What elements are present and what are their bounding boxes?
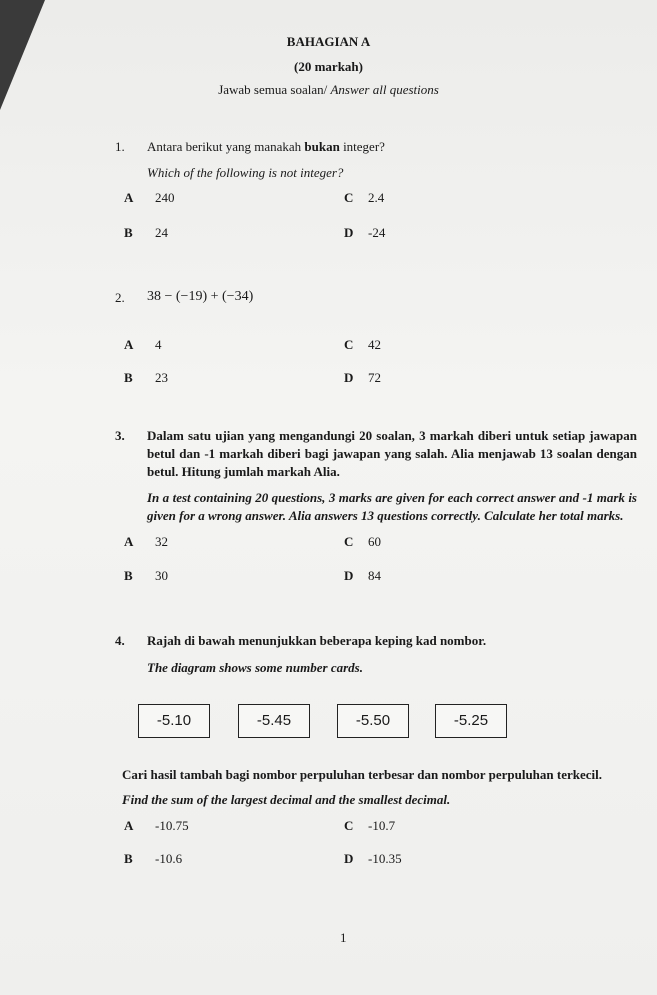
q3-text-en: In a test containing 20 questions, 3 marks are given for each correct answer and -1 mark is given for a wrong answer. Alia answers 13 questions correctly. Calculate her total marks. (147, 490, 637, 523)
q3-option-b: 30 (155, 568, 168, 583)
q4-option-d-letter: D (344, 851, 354, 866)
q1-text-post: integer? (339, 139, 385, 154)
q3-option-a-letter: A (124, 534, 134, 549)
q1-text-en: Which of the following is not integer? (147, 165, 344, 180)
q1-option-d-letter: D (344, 225, 354, 240)
q2-option-a-letter: A (124, 337, 134, 352)
q3-option-a: 32 (155, 534, 168, 549)
number-card: -5.50 (337, 704, 409, 738)
q1-option-a: 240 (155, 190, 175, 205)
q3-option-d-letter: D (344, 568, 354, 583)
q4-options-row-1 (0, 817, 657, 835)
q4-option-c: -10.7 (368, 818, 396, 833)
q4-option-c-letter: C (344, 818, 354, 833)
q4-text-ms: Rajah di bawah menunjukkan beberapa keping kad nombor. (147, 633, 487, 648)
q4-option-b: -10.6 (155, 851, 183, 866)
q3-text-ms: Dalam satu ujian yang mengandungi 20 soalan, 3 markah diberi untuk setiap jawapan betul dan -1 markah diberi bagi jawapan yang salah. Alia menjawab 13 soalan dengan betul. Hitung jumlah markah Alia. (147, 428, 637, 479)
q1-text-pre: Antara berikut yang manakah (147, 139, 305, 154)
q3-option-b-letter: B (124, 568, 133, 583)
q4-task-ms: Cari hasil tambah bagi nombor perpuluhan terbesar dan nombor perpuluhan terkecil. (122, 767, 602, 782)
q4-task-en-row (0, 791, 657, 809)
instruction-en: Answer all questions (330, 82, 439, 97)
q2-number: 2. (115, 290, 125, 305)
q2-option-d-letter: D (344, 370, 354, 385)
page-number-row (0, 929, 657, 947)
q2-option-c: 42 (368, 337, 381, 352)
q4-options-row-2 (0, 850, 657, 868)
q2-option-b-letter: B (124, 370, 133, 385)
q3-option-c-letter: C (344, 534, 354, 549)
q2-option-d: 72 (368, 370, 381, 385)
q1-option-a-letter: A (124, 190, 134, 205)
q1-option-b: 24 (155, 225, 168, 240)
q4-text-en: The diagram shows some number cards. (147, 660, 363, 675)
q1-option-c-letter: C (344, 190, 354, 205)
q4-header (0, 632, 657, 650)
q1-option-c: 2.4 (368, 190, 385, 205)
q1-text-ms (147, 139, 385, 155)
q2-option-c-letter: C (344, 337, 354, 352)
page-number: 1 (340, 930, 347, 945)
questions-3-4-flow (0, 427, 657, 947)
q2-expression: 38 − (−19) + (−34) (147, 289, 254, 304)
marks-label: (20 markah) (294, 59, 363, 74)
q4-option-d: -10.35 (368, 851, 402, 866)
q4-number: 4. (115, 633, 125, 648)
section-title: BAHAGIAN A (286, 34, 371, 49)
q4-option-a-letter: A (124, 818, 134, 833)
q3-options-row-1 (0, 533, 657, 551)
number-card: -5.45 (238, 704, 310, 738)
q4-task-ms-row (0, 766, 657, 784)
q1-option-d: -24 (368, 225, 386, 240)
q4-text-en-row (0, 659, 657, 677)
q2-option-b: 23 (155, 370, 168, 385)
q4-option-a: -10.75 (155, 818, 189, 833)
q4-task-en: Find the sum of the largest decimal and the smallest decimal. (122, 792, 451, 807)
q4-option-b-letter: B (124, 851, 133, 866)
number-card: -5.10 (138, 704, 210, 738)
q1-number: 1. (115, 139, 125, 154)
q3-block (115, 427, 637, 481)
q1-text-bold: bukan (304, 139, 340, 154)
q3-option-c: 60 (368, 534, 381, 549)
q2-option-a: 4 (155, 337, 162, 352)
q3-option-d: 84 (368, 568, 381, 583)
q3-number: 3. (115, 428, 125, 443)
number-card: -5.25 (435, 704, 507, 738)
q3-options-row-2 (0, 567, 657, 585)
instruction-ms: Jawab semua soalan/ (218, 82, 331, 97)
q1-option-b-letter: B (124, 225, 133, 240)
number-cards (0, 704, 657, 739)
instruction (0, 82, 657, 98)
